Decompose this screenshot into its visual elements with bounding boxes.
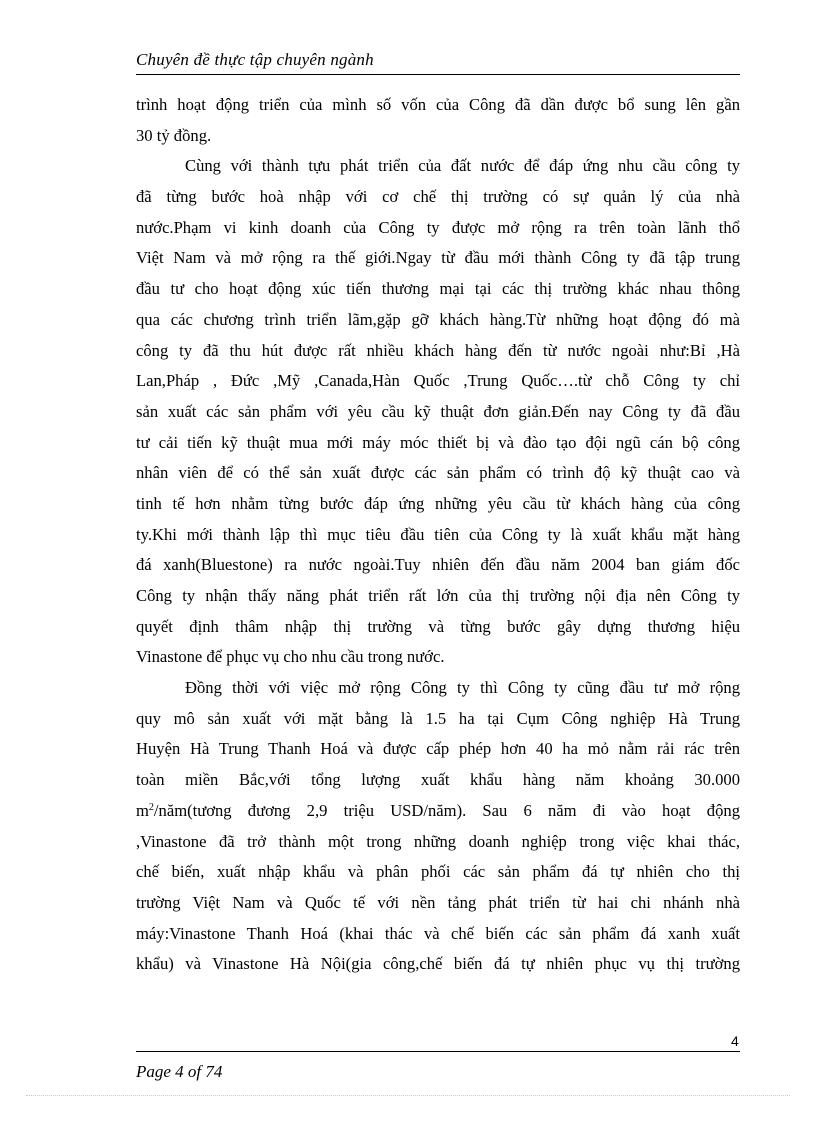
paragraph-first-line: Cùng với thành tựu phát triển của đất nước để đáp ứng nhu cầu công ty (185, 156, 740, 176)
text-line: 30 tỷ đồng. (136, 125, 212, 145)
text-line: nhân viên để có thể sản xuất được các sản phẩm có trình độ kỹ thuật cao và (136, 463, 740, 483)
text-line: tư cải tiến kỹ thuật mua mới máy móc thiết bị và đào tạo đội ngũ cán bộ công (136, 432, 740, 452)
text-line: công ty đã thu hút được rất nhiều khách hàng đến từ nước ngoài như:Bỉ ,Hà (136, 340, 740, 360)
page-number: 4 (731, 1033, 739, 1049)
body-text (136, 90, 740, 980)
text-line: đá xanh(Bluestone) ra nước ngoài.Tuy nhiên đến đầu năm 2004 ban giám đốc (136, 555, 740, 575)
text-line: đầu tư cho hoạt động xúc tiến thương mại tại các thị trường khác nhau thông (136, 279, 740, 299)
text-line: toàn miền Bắc,với tổng lượng xuất khẩu hàng năm khoảng 30.000 (136, 770, 740, 790)
text-line: khẩu) và Vinastone Hà Nội(gia công,chế biến đá tự nhiên phục vụ thị trường (136, 954, 740, 974)
text-line: ,Vinastone đã trở thành một trong những doanh nghiệp trong việc khai thác, (136, 831, 740, 851)
page-header (136, 46, 740, 75)
text-line-rest: /năm(tương đương 2,9 triệu USD/năm). Sau 6 năm đi vào hoạt động (153, 800, 740, 820)
header-title: Chuyên đề thực tập chuyên ngành (136, 50, 374, 69)
paragraph-first-line: Đồng thời với việc mở rộng Công ty thì Công ty cũng đầu tư mở rộng (185, 678, 740, 698)
text-line: chế biến, xuất nhập khẩu và phân phối các sản phẩm đá tự nhiên cho thị (136, 862, 740, 882)
page-bottom-divider (26, 1095, 790, 1096)
text-line (136, 796, 740, 827)
text-line: nước.Phạm vi kinh doanh của Công ty được mở rộng ra trên toàn lãnh thổ (136, 217, 740, 237)
text-line: tinh tế hơn nhằm từng bước đáp ứng những yêu cầu từ khách hàng của công (136, 493, 740, 513)
text-line: đã từng bước hoà nhập với cơ chế thị trường có sự quản lý của nhà (136, 187, 740, 207)
text-line: ty.Khi mới thành lập thì mục tiêu đầu tiên của Công ty là xuất khẩu mặt hàng (136, 524, 740, 544)
text-line: trường Việt Nam và Quốc tế với nền tảng phát triển từ hai chi nhánh nhà (136, 892, 740, 912)
text-line: trình hoạt động triển của mình số vốn của Công đã dần được bổ sung lên gần (136, 95, 740, 114)
text-line: quyết định thâm nhập thị trường và từng bước gây dựng thương hiệu (136, 616, 740, 636)
superscript-2: 2 (148, 801, 154, 813)
text-line: qua các chương trình triển lãm,gặp gỡ khách hàng.Từ những hoạt động đó mà (136, 309, 740, 329)
text-line: quy mô sản xuất với mặt bằng là 1.5 ha tại Cụm Công nghiệp Hà Trung (136, 708, 740, 728)
text-line: sản xuất các sản phẩm với yêu cầu kỹ thuật đơn giản.Đến nay Công ty đã đầu (136, 401, 740, 421)
text-line: Lan,Pháp , Đức ,Mỹ ,Canada,Hàn Quốc ,Trung Quốc….từ chỗ Công ty chỉ (136, 371, 740, 391)
text-line: Huyện Hà Trung Thanh Hoá và được cấp phép hơn 40 ha mỏ nằm rải rác trên (136, 739, 740, 759)
text-line: Việt Nam và mở rộng ra thế giới.Ngay từ đầu mới thành Công ty đã tập trung (136, 248, 740, 268)
footer-page-count: Page 4 of 74 (136, 1062, 223, 1081)
text-line: máy:Vinastone Thanh Hoá (khai thác và chế biến các sản phẩm đá xanh xuất (136, 923, 740, 943)
page-footer (136, 1051, 740, 1081)
text-line: Vinastone để phục vụ cho nhu cầu trong nước. (136, 647, 445, 667)
unit-m: m (136, 800, 149, 820)
text-line: Công ty nhận thấy năng phát triển rất lớn của thị trường nội địa nên Công ty (136, 586, 740, 605)
